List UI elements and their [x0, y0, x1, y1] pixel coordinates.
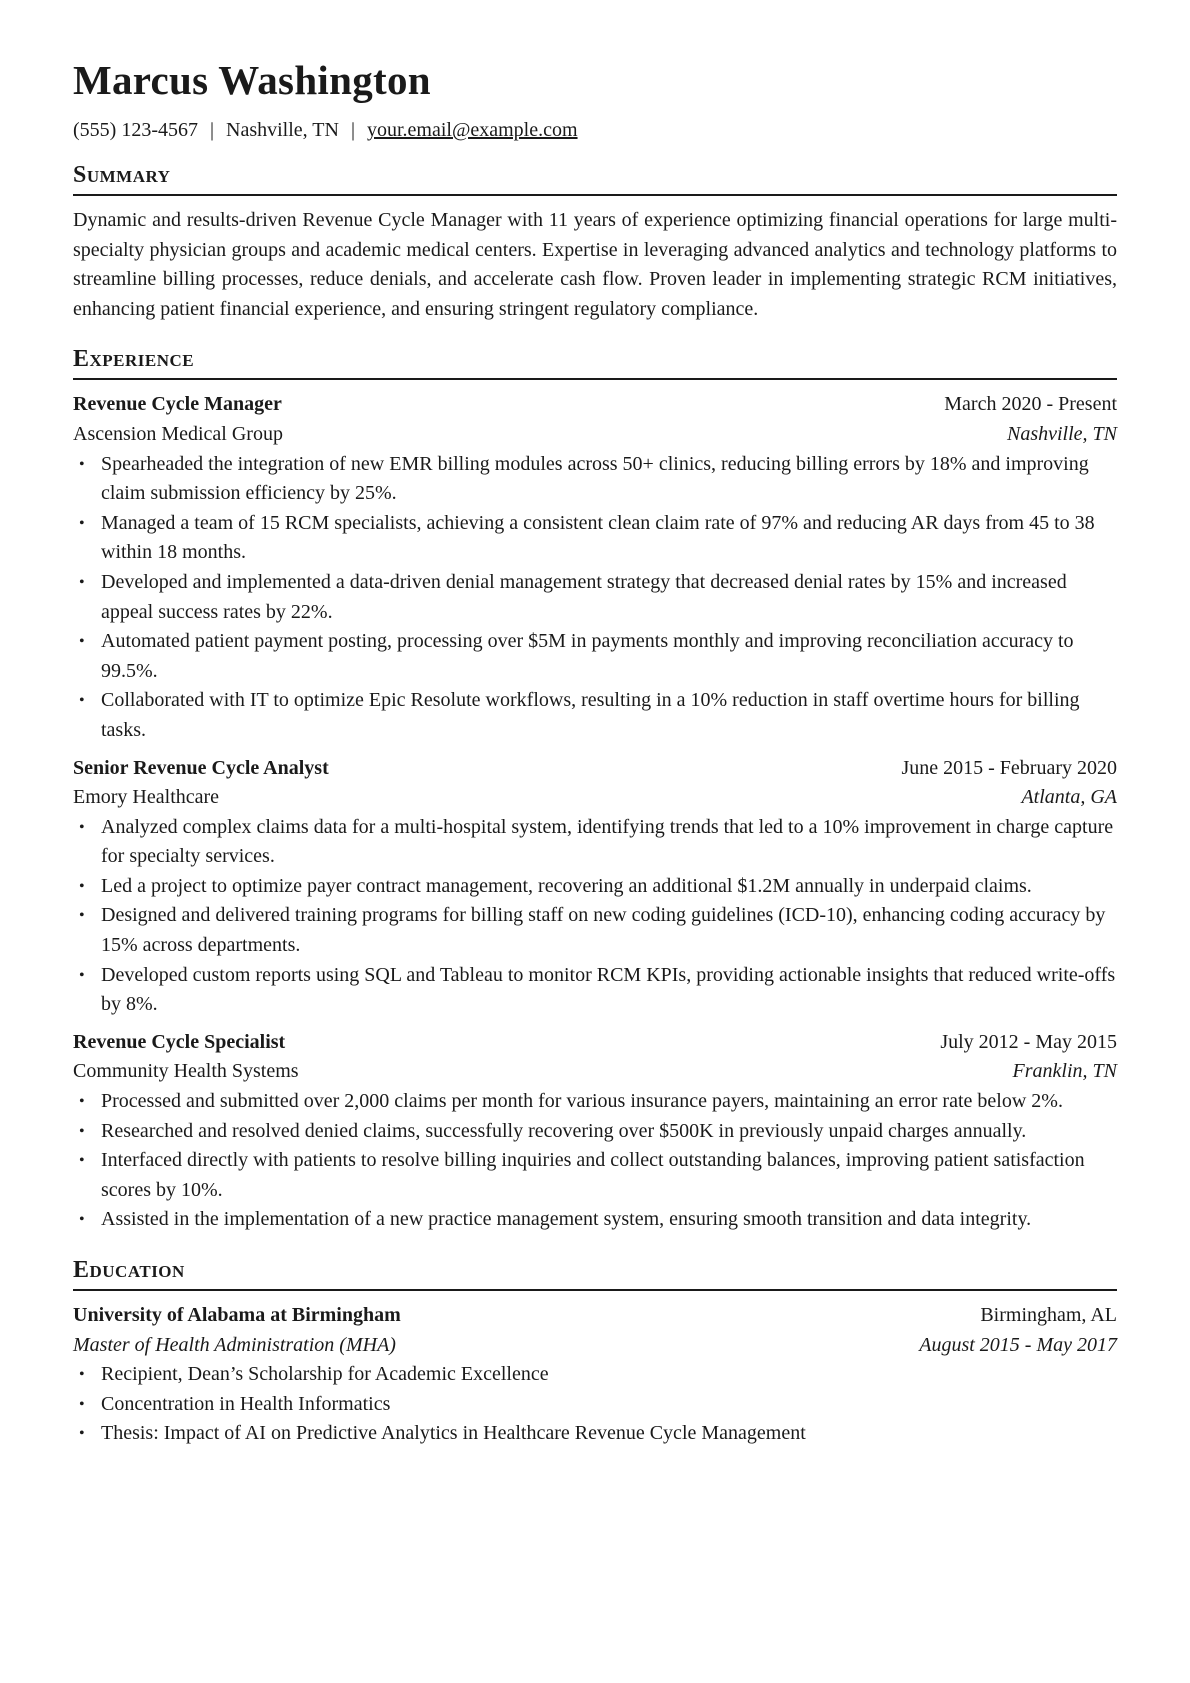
- job-company: Ascension Medical Group: [73, 422, 283, 445]
- job-bullets: [73, 813, 1117, 1020]
- job-dates: June 2015 - February 2020: [901, 756, 1117, 779]
- job-company: Community Health Systems: [73, 1060, 299, 1083]
- email-link[interactable]: your.email@example.com: [366, 119, 578, 141]
- job-location: Atlanta, GA: [1021, 786, 1117, 809]
- bullet-text: Led a project to optimize payer contract management, recovering an additional $1.2M annually in underpaid claims.: [101, 874, 1032, 897]
- bullet-text: Managed a team of 15 RCM specialists, achieving a consistent clean claim rate of 97% and reducing AR days from 45 to 38 within 18 months.: [101, 511, 1095, 564]
- job-dates: March 2020 - Present: [944, 393, 1117, 416]
- bullet-item: [73, 568, 1117, 627]
- candidate-name: Marcus Washington: [73, 57, 431, 103]
- bullet-item: [73, 1390, 1117, 1420]
- bullet-dot-icon: •: [79, 1366, 85, 1384]
- bullet-text: Collaborated with IT to optimize Epic Resolute workflows, resulting in a 10% reduction in staff overtime hours for billing tasks.: [101, 689, 1080, 741]
- experience-section: [73, 344, 1117, 1235]
- job-dates: July 2012 - May 2015: [940, 1030, 1117, 1053]
- bullet-item: [73, 509, 1117, 568]
- job-company: Emory Healthcare: [73, 786, 220, 809]
- school-location: Birmingham, AL: [980, 1304, 1117, 1326]
- bullet-text: Spearheaded the integration of new EMR billing modules across 50+ clinics, reducing billing errors by 18% and improving claim submission efficiency by 25%.: [101, 452, 1089, 505]
- bullet-dot-icon: •: [79, 514, 85, 532]
- bullet-dot-icon: •: [79, 1395, 85, 1413]
- job-entry: [73, 390, 1117, 745]
- school-name: University of Alabama at Birmingham: [73, 1304, 401, 1326]
- bullet-text: Recipient, Dean’s Scholarship for Academic Excellence: [101, 1363, 549, 1386]
- job-location: Nashville, TN: [1006, 422, 1117, 445]
- bullet-item: [73, 1360, 1117, 1390]
- education-entry: [73, 1301, 1117, 1449]
- bullet-item: [73, 813, 1117, 872]
- job-title: Revenue Cycle Specialist: [73, 1030, 286, 1053]
- bullet-text: Concentration in Health Informatics: [101, 1392, 391, 1415]
- bullet-dot-icon: •: [79, 692, 85, 710]
- bullet-dot-icon: •: [79, 1425, 85, 1443]
- bullet-dot-icon: •: [79, 1122, 85, 1140]
- bullet-item: [73, 686, 1117, 745]
- bullet-dot-icon: •: [79, 633, 85, 651]
- bullet-item: [73, 901, 1117, 960]
- bullet-item: [73, 450, 1117, 509]
- bullet-text: Processed and submitted over 2,000 claims per month for various insurance payers, maintaining an error rate below 2%.: [101, 1090, 1063, 1113]
- bullet-text: Developed and implemented a data-driven denial management strategy that decreased denial rates by 15% and increased appeal success rates by 22%.: [101, 570, 1067, 623]
- job-location: Franklin, TN: [1012, 1060, 1117, 1083]
- section-heading-summary: Summary: [73, 160, 1117, 196]
- bullet-dot-icon: •: [79, 1211, 85, 1229]
- job-entry: [73, 1028, 1117, 1235]
- phone-number: (555) 123-4567: [73, 119, 198, 141]
- job-title: Revenue Cycle Manager: [73, 393, 282, 416]
- bullet-item: [73, 1205, 1117, 1235]
- location-text: Nashville, TN: [226, 119, 339, 141]
- bullet-text: Automated patient payment posting, processing over $5M in payments monthly and improving reconciliation accuracy to 99.5%.: [101, 630, 1074, 682]
- job-entry: [73, 754, 1117, 1020]
- job-bullets: [73, 1087, 1117, 1235]
- bullet-item: [73, 1087, 1117, 1117]
- bullet-dot-icon: •: [79, 1093, 85, 1111]
- bullet-dot-icon: •: [79, 966, 85, 984]
- education-bullets: [73, 1360, 1117, 1449]
- education-dates: August 2015 - May 2017: [919, 1333, 1117, 1356]
- bullet-item: [73, 1419, 1117, 1449]
- bullet-item: [73, 1146, 1117, 1205]
- contact-separator: |: [350, 119, 355, 141]
- bullet-item: [73, 1117, 1117, 1147]
- bullet-dot-icon: •: [79, 455, 85, 473]
- job-bullets: [73, 450, 1117, 746]
- bullet-dot-icon: •: [79, 877, 85, 895]
- bullet-text: Assisted in the implementation of a new practice management system, ensuring smooth transition and data integrity.: [101, 1208, 1032, 1231]
- section-heading-experience: Experience: [73, 344, 1117, 380]
- bullet-dot-icon: •: [79, 1152, 85, 1170]
- bullet-text: Analyzed complex claims data for a multi-hospital system, identifying trends that led to a 10% improvement in charge capture for specialty services.: [101, 815, 1114, 868]
- education-section: [73, 1255, 1117, 1449]
- bullet-text: Interfaced directly with patients to resolve billing inquiries and collect outstanding balances, improving patient satisfaction scores by 10%.: [101, 1149, 1085, 1201]
- bullet-item: [73, 961, 1117, 1020]
- contact-line: [73, 116, 1117, 144]
- degree-name: Master of Health Administration (MHA): [73, 1333, 396, 1356]
- bullet-text: Thesis: Impact of AI on Predictive Analytics in Healthcare Revenue Cycle Management: [101, 1422, 806, 1445]
- bullet-text: Researched and resolved denied claims, successfully recovering over $500K in previously unpaid charges annually.: [101, 1119, 1027, 1142]
- bullet-item: [73, 872, 1117, 902]
- summary-section: [73, 160, 1117, 324]
- summary-paragraph: Dynamic and results-driven Revenue Cycle Manager with 11 years of experience optimizing financial operations for large multi-specialty physician groups and academic medical centers. Expertise in leveraging advanced analytics and technology platforms to streamline billing processes, reduce denials, and accelerate cash flow. Proven leader in implementing strategic RCM initiatives, enhancing patient financial experience, and ensuring stringent regulatory compliance.: [73, 209, 1117, 320]
- bullet-dot-icon: •: [79, 818, 85, 836]
- job-title: Senior Revenue Cycle Analyst: [73, 756, 329, 779]
- section-heading-education: Education: [73, 1255, 1117, 1291]
- bullet-dot-icon: •: [79, 907, 85, 925]
- bullet-text: Developed custom reports using SQL and Tableau to monitor RCM KPIs, providing actionable insights that reduced write-offs by 8%.: [101, 963, 1116, 1016]
- contact-separator: |: [209, 119, 214, 141]
- bullet-text: Designed and delivered training programs for billing staff on new coding guidelines (ICD-10), enhancing coding accuracy by 15% across departments.: [101, 904, 1106, 957]
- bullet-item: [73, 627, 1117, 686]
- bullet-dot-icon: •: [79, 573, 85, 591]
